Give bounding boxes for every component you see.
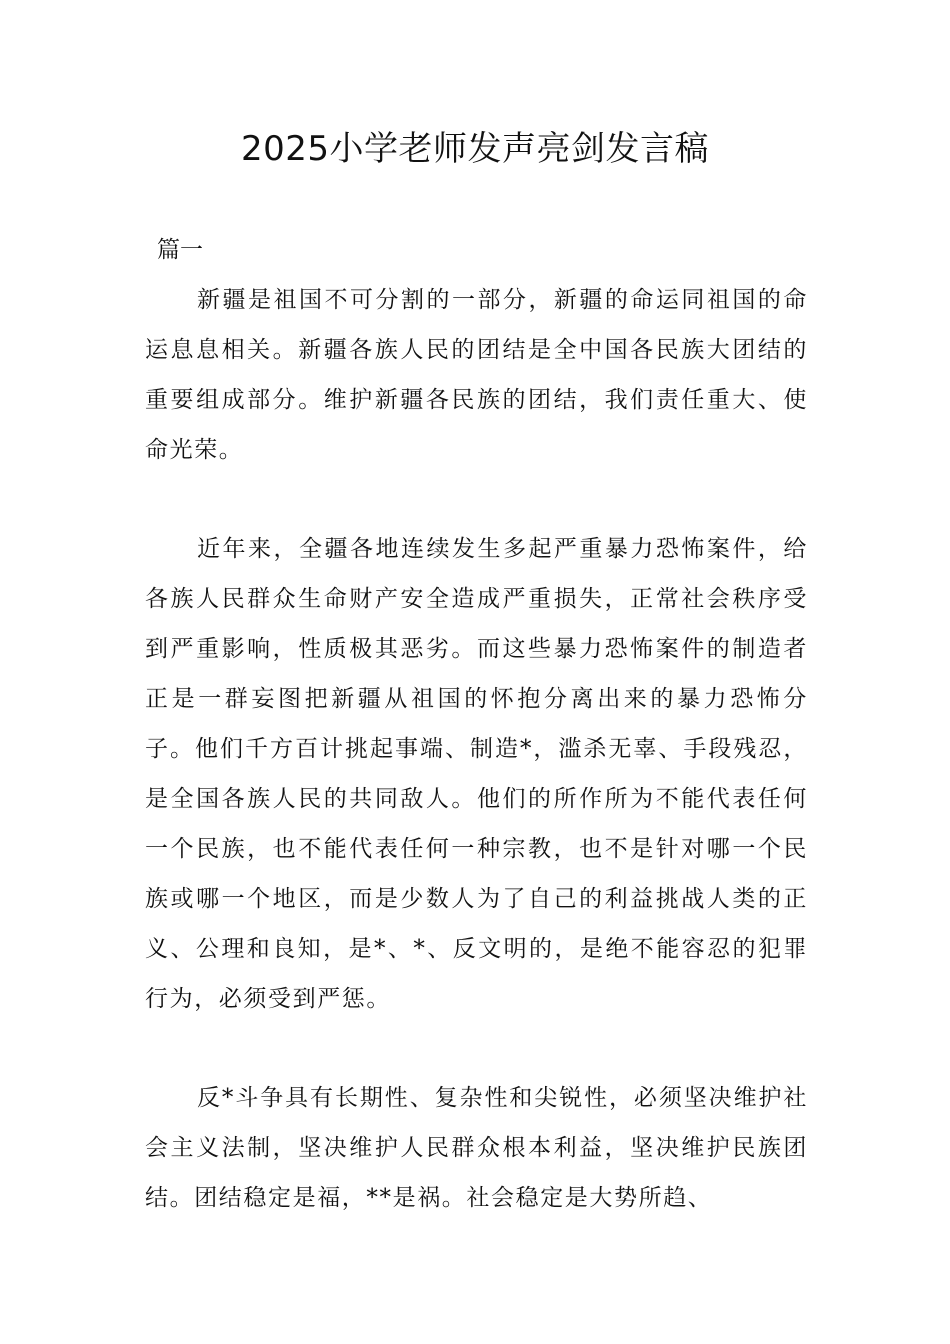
document-title: 2025小学老师发声亮剑发言稿 (240, 129, 710, 169)
paragraph-2: 近年来，全疆各地连续发生多起严重暴力恐怖案件，给各族人民群众生命财产安全造成严重损失，正常社会秩序受到严重影响，性质极其恶劣。而这些暴力恐怖案件的制造者正是一群妄图把新疆从祖国的怀抱分离出来的暴力恐怖分子。他们千方百计挑起事端、制造*，滥杀无辜、手段残忍，是全国各族人民的共同敌人。他们的所作所为不能代表任何一个民族，也不能代表任何一种宗教，也不是针对哪一个民族或哪一个地区，而是少数人为了自己的利益挑战人类的正义、公理和良知，是*、*、反文明的，是绝不能容忍的犯罪行为，必须受到严惩。 (145, 536, 808, 1012)
paragraph-3: 反*斗争具有长期性、复杂性和尖锐性，必须坚决维护社会主义法制，坚决维护人民群众根本利益，坚决维护民族团结。团结稳定是福，**是祸。社会稳定是大势所趋、 (145, 1085, 808, 1211)
paragraph-1: 新疆是祖国不可分割的一部分，新疆的命运同祖国的命运息息相关。新疆各族人民的团结是全中国各民族大团结的重要组成部分。维护新疆各民族的团结，我们责任重大、使命光荣。 (145, 287, 808, 463)
section-label: 篇一 (157, 237, 203, 263)
